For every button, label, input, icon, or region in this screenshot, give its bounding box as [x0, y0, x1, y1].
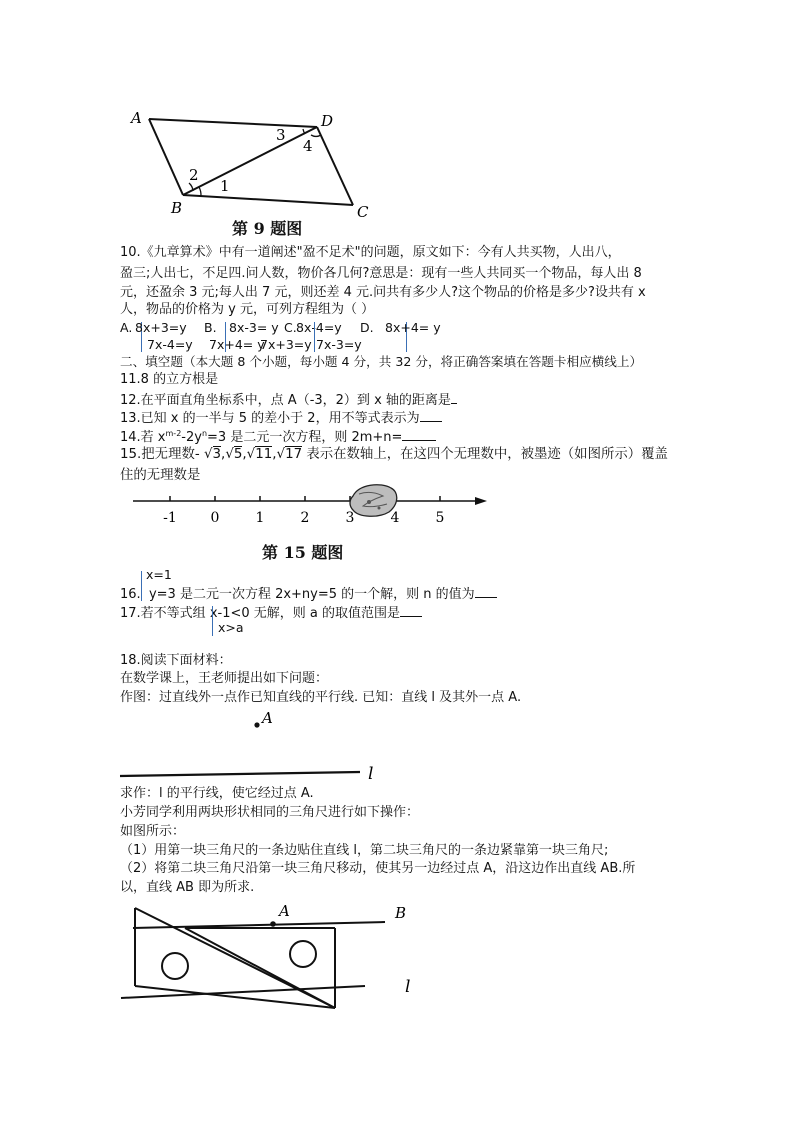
q10-option-d-label: D. [360, 320, 374, 335]
sqrt-17: √17 [276, 447, 303, 462]
q18-line4: 求作：l 的平行线，使它经过点 A. [120, 786, 314, 801]
q17-eq-bottom: x>a [218, 620, 244, 635]
q10-option-c-brace [314, 322, 315, 352]
q14-text-c: =3 是二元一次方程，则 2m+n= [207, 430, 403, 445]
angle-4-label: 4 [303, 137, 313, 155]
tick-label: 2 [300, 510, 310, 526]
angle-2-label: 2 [189, 166, 199, 184]
q15-line1: 15.把无理数- √3,√5,√11,√17 表示在数轴上，在这四个无理数中，被墨迹（如图所示）覆盖 [120, 447, 668, 462]
q15-prefix: 15.把无理数- [120, 447, 200, 462]
q10-option-a-eq2: 7x-4=y [147, 337, 193, 352]
q10-option-a-eq1: 8x+3=y [135, 320, 187, 335]
fig18-point-A-label: A [279, 902, 290, 920]
sqrt-3-radicand: 3 [212, 447, 222, 462]
q17-brace [212, 606, 213, 636]
line-l-label: l [368, 764, 374, 784]
q10-line4: 人，物品的价格为 y 元，可列方程组为（ ） [120, 302, 375, 317]
q16-prefix: 16. [120, 587, 141, 602]
point-A-label: A [262, 712, 273, 727]
q10-option-b-eq1: 8x-3= y [229, 320, 279, 335]
q10-line3: 元，还盈余 3 元;每人出 7 元，则还差 4 元.问共有多少人?这个物品的价格是多少?设共有 x [120, 285, 646, 300]
q17 [120, 603, 422, 622]
tick-label: 0 [210, 510, 220, 526]
q15-suffix: 表示在数轴上，在这四个无理数中，被墨迹（如图所示）覆盖 [306, 447, 668, 462]
q14 [120, 426, 436, 446]
figure-15-caption: 第 15 题图 [262, 543, 344, 562]
q18-line2: 在数学课上，王老师提出如下问题： [120, 671, 329, 686]
vertex-C: C [357, 203, 369, 221]
q14-exp-2: n [201, 429, 208, 438]
q18-line7: （1）用第一块三角尺的一条边贴住直线 l，第二块三角尺的一条边紧靠第一块三角尺; [120, 843, 609, 858]
q18-line1: 18.阅读下面材料： [120, 653, 232, 668]
angle-1-label: 1 [220, 177, 230, 195]
q13-text: 13.已知 x 的一半与 5 的差小于 2，用不等式表示为 [120, 411, 420, 426]
q18-line9: 以，直线 AB 即为所求. [120, 880, 255, 895]
ink-blot [350, 485, 397, 517]
q14-answer-blank[interactable] [402, 427, 436, 441]
q10-option-d-eq1: 8x+4= y [385, 320, 441, 335]
q17-prefix: 17.若不等式组 [120, 606, 206, 621]
tick-label: -1 [163, 510, 177, 526]
q18-line6: 如图所示： [120, 824, 186, 839]
section-2-heading: 二、填空题（本大题 8 个小题，每小题 4 分，共 32 分，将正确答案填在答题卡相应横线上） [120, 354, 643, 369]
sqrt-5-radicand: 5 [233, 447, 243, 462]
vertex-D: D [321, 112, 334, 130]
figure-9-caption: 第 9 题图 [232, 219, 303, 238]
q10-option-c-eq1: 8x-4=y [296, 320, 342, 335]
sqrt-11: √11 [246, 447, 273, 462]
tick-label: 1 [255, 510, 265, 526]
q10-option-c-eq2: 7x+3=y [260, 337, 312, 352]
q11-text: 11.8 的立方根是 [120, 372, 219, 387]
q12-text: 12.在平面直角坐标系中，点 A（-3，2）到 x 轴的距离是 [120, 393, 451, 408]
sqrt-5: √5 [225, 447, 243, 462]
q18-line5: 小芳同学利用两块形状相同的三角尺进行如下操作： [120, 805, 420, 820]
q13-answer-blank[interactable] [420, 408, 442, 422]
q10-option-c-label: C. [284, 320, 297, 335]
fig18-line-l-label: l [405, 977, 411, 997]
sqrt-17-radicand: 17 [285, 447, 303, 462]
q18-line3: 作图：过直线外一点作已知直线的平行线. 已知：直线 l 及其外一点 A. [120, 690, 522, 705]
fig18-point-B-label: B [395, 904, 407, 922]
sqrt-11-radicand: 11 [255, 447, 273, 462]
q10-option-b-label: B. [204, 320, 217, 335]
q14-text-b: -2y [181, 430, 202, 445]
sqrt-3: √3 [203, 447, 222, 462]
q10-option-d-eq2: 7x-3=y [316, 337, 362, 352]
vertex-A: A [131, 109, 142, 127]
q13 [120, 408, 442, 427]
tick-label: 3 [345, 510, 355, 526]
q12 [120, 390, 457, 409]
q10-option-a-label: A. [120, 320, 133, 335]
q15-line2: 住的无理数是 [120, 468, 201, 483]
q12-answer-blank[interactable] [451, 390, 457, 404]
q17-answer-blank[interactable] [400, 603, 422, 617]
figure-18-set-squares [115, 900, 435, 1015]
q14-exp-1: m-2 [165, 429, 182, 438]
angle-3-label: 3 [276, 126, 286, 144]
q10-line1: 10.《九章算术》中有一道阐述"盈不足术"的问题，原文如下：今有人共买物，人出八， [120, 245, 621, 260]
q14-text-a: 14.若 x [120, 430, 166, 445]
vertex-B: B [171, 199, 183, 217]
q16-answer-blank[interactable] [475, 584, 497, 598]
q16-eq-top: x=1 [146, 567, 172, 582]
figure-15-number-line [125, 480, 495, 530]
q11 [120, 372, 218, 388]
q10-line2: 盈三;人出七，不足四.问人数，物价各几何?意思是：现有一些人共同买一个物品，每人出 8 [120, 266, 642, 281]
q17-text: x-1<0 无解，则 a 的取值范围是 [209, 606, 401, 621]
q16-text: y=3 是二元一次方程 2x+ny=5 的一个解，则 n 的值为 [148, 587, 475, 602]
q18-line8: （2）将第二块三角尺沿第一块三角尺移动，使其另一边经过点 A，沿这边作出直线 AB.所 [120, 861, 636, 876]
tick-label: 4 [390, 510, 400, 526]
tick-label: 5 [435, 510, 445, 526]
q16 [120, 584, 497, 603]
q10-option-b-eq2: 7x+4= y [209, 337, 265, 352]
figure-18-point-and-line [118, 712, 388, 787]
